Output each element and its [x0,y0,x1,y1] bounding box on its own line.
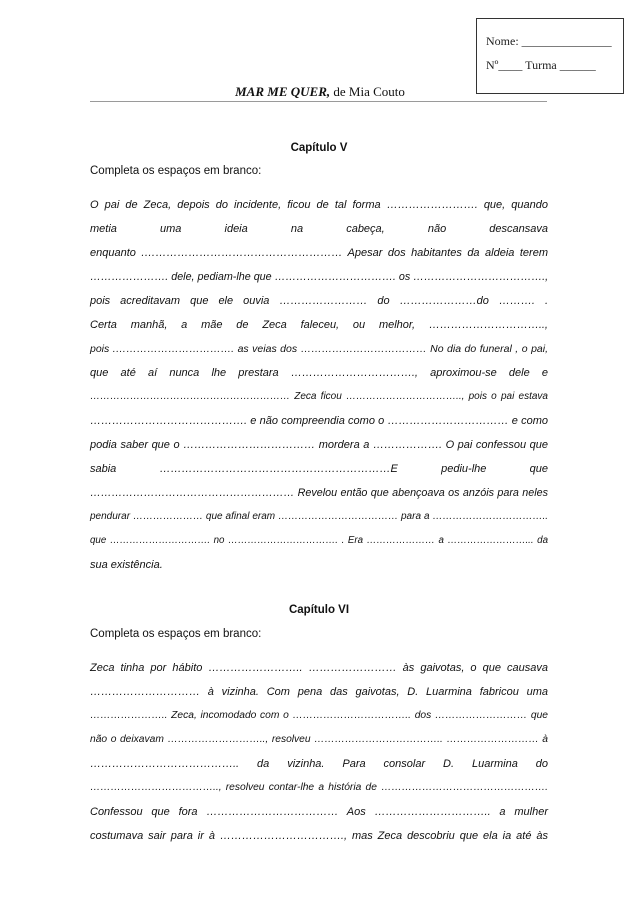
chapter-5-exercise [90,193,548,577]
chapter-5-heading: Capítulo V [290,142,348,154]
chapter-6-instruction: Completa os espaços em branco: [90,628,262,640]
text-line: ………………………… à vizinha. Com pena das gaivotas, D. Luarmina fabricou uma [90,686,548,698]
text-line: pendurar ………………… que afinal eram ……………………………… para a …………………………….. [90,511,548,522]
text-line: não o deixavam ……………………….., resolveu ……………………………….. ……………………… à [90,734,548,745]
name-field[interactable]: Nome: _______________ [486,34,612,48]
text-line: …………………………………………………… Zeca ficou …………………………….., pois o pai estava [90,391,548,402]
text-line: ………………….. Zeca, incomodado com o …………………………….. dos ……………………… que [90,710,548,721]
text-line: costumava sair para ir à ……………………………., mas Zeca descobriu que ela ia até às [90,830,548,842]
document-title [90,84,550,100]
book-title: MAR ME QUER, [235,84,331,99]
text-line: ………………………………….. da vizinha. Para consolar D. Luarmina do [90,758,548,770]
text-line: metia uma ideia na cabeça, não descansava [90,223,548,235]
text-line: Certa manhã, a mãe de Zeca faleceu, ou melhor, ………………………….., [90,319,548,331]
text-line: ………………………………………………… Revelou então que abençoava os anzóis para neles [90,487,548,499]
text-line: …………………. dele, pediam-lhe que ……………………………. os ………………………………., [90,271,549,283]
student-info-box [476,18,624,94]
text-line: que …………………………. no ……………………………. . Era ………………… a ……………………... da [90,535,548,546]
title-divider [90,101,547,102]
text-line: Confessou que fora ……………………………… Aos ………………………….. a mulher [90,806,548,818]
text-line: sabia ………………………………………………………E pediu-lhe que [90,463,548,475]
text-line: enquanto .……………………………………………… Apesar dos habitantes da aldeia terem [90,247,548,259]
chapter-6-exercise [90,656,548,848]
author: de Mia Couto [330,84,405,99]
text-line: O pai de Zeca, depois do incidente, ficou de tal forma ……………………. que, quando [90,199,548,211]
text-line: ……………………………….., resolveu contar-lhe a história de …………………………………………. [90,782,548,793]
text-line: pois .……………………………. as veias dos ……………………………… No dia do funeral , o pai, [90,343,548,355]
text-line: podia saber que o ……………………………… mordera a ………………. O pai confessou que [90,439,548,451]
text-line: que até aí nunca lhe prestara ……………………………., aproximou-se dele e [90,367,548,379]
number-class-field[interactable]: Nº____ Turma ______ [486,58,596,72]
text-line: sua existência. [90,559,163,571]
text-line: pois acreditavam que ele ouvia …………………… do …………………do ………. . [90,295,548,307]
text-line: ……………………………………. e não compreendia como o …………………………… e como [90,415,548,427]
text-line: Zeca tinha por hábito …………………….. …………………… às gaivotas, o que causava [90,662,548,674]
chapter-6-heading: Capítulo VI [288,604,350,616]
chapter-5-instruction: Completa os espaços em branco: [90,165,262,177]
